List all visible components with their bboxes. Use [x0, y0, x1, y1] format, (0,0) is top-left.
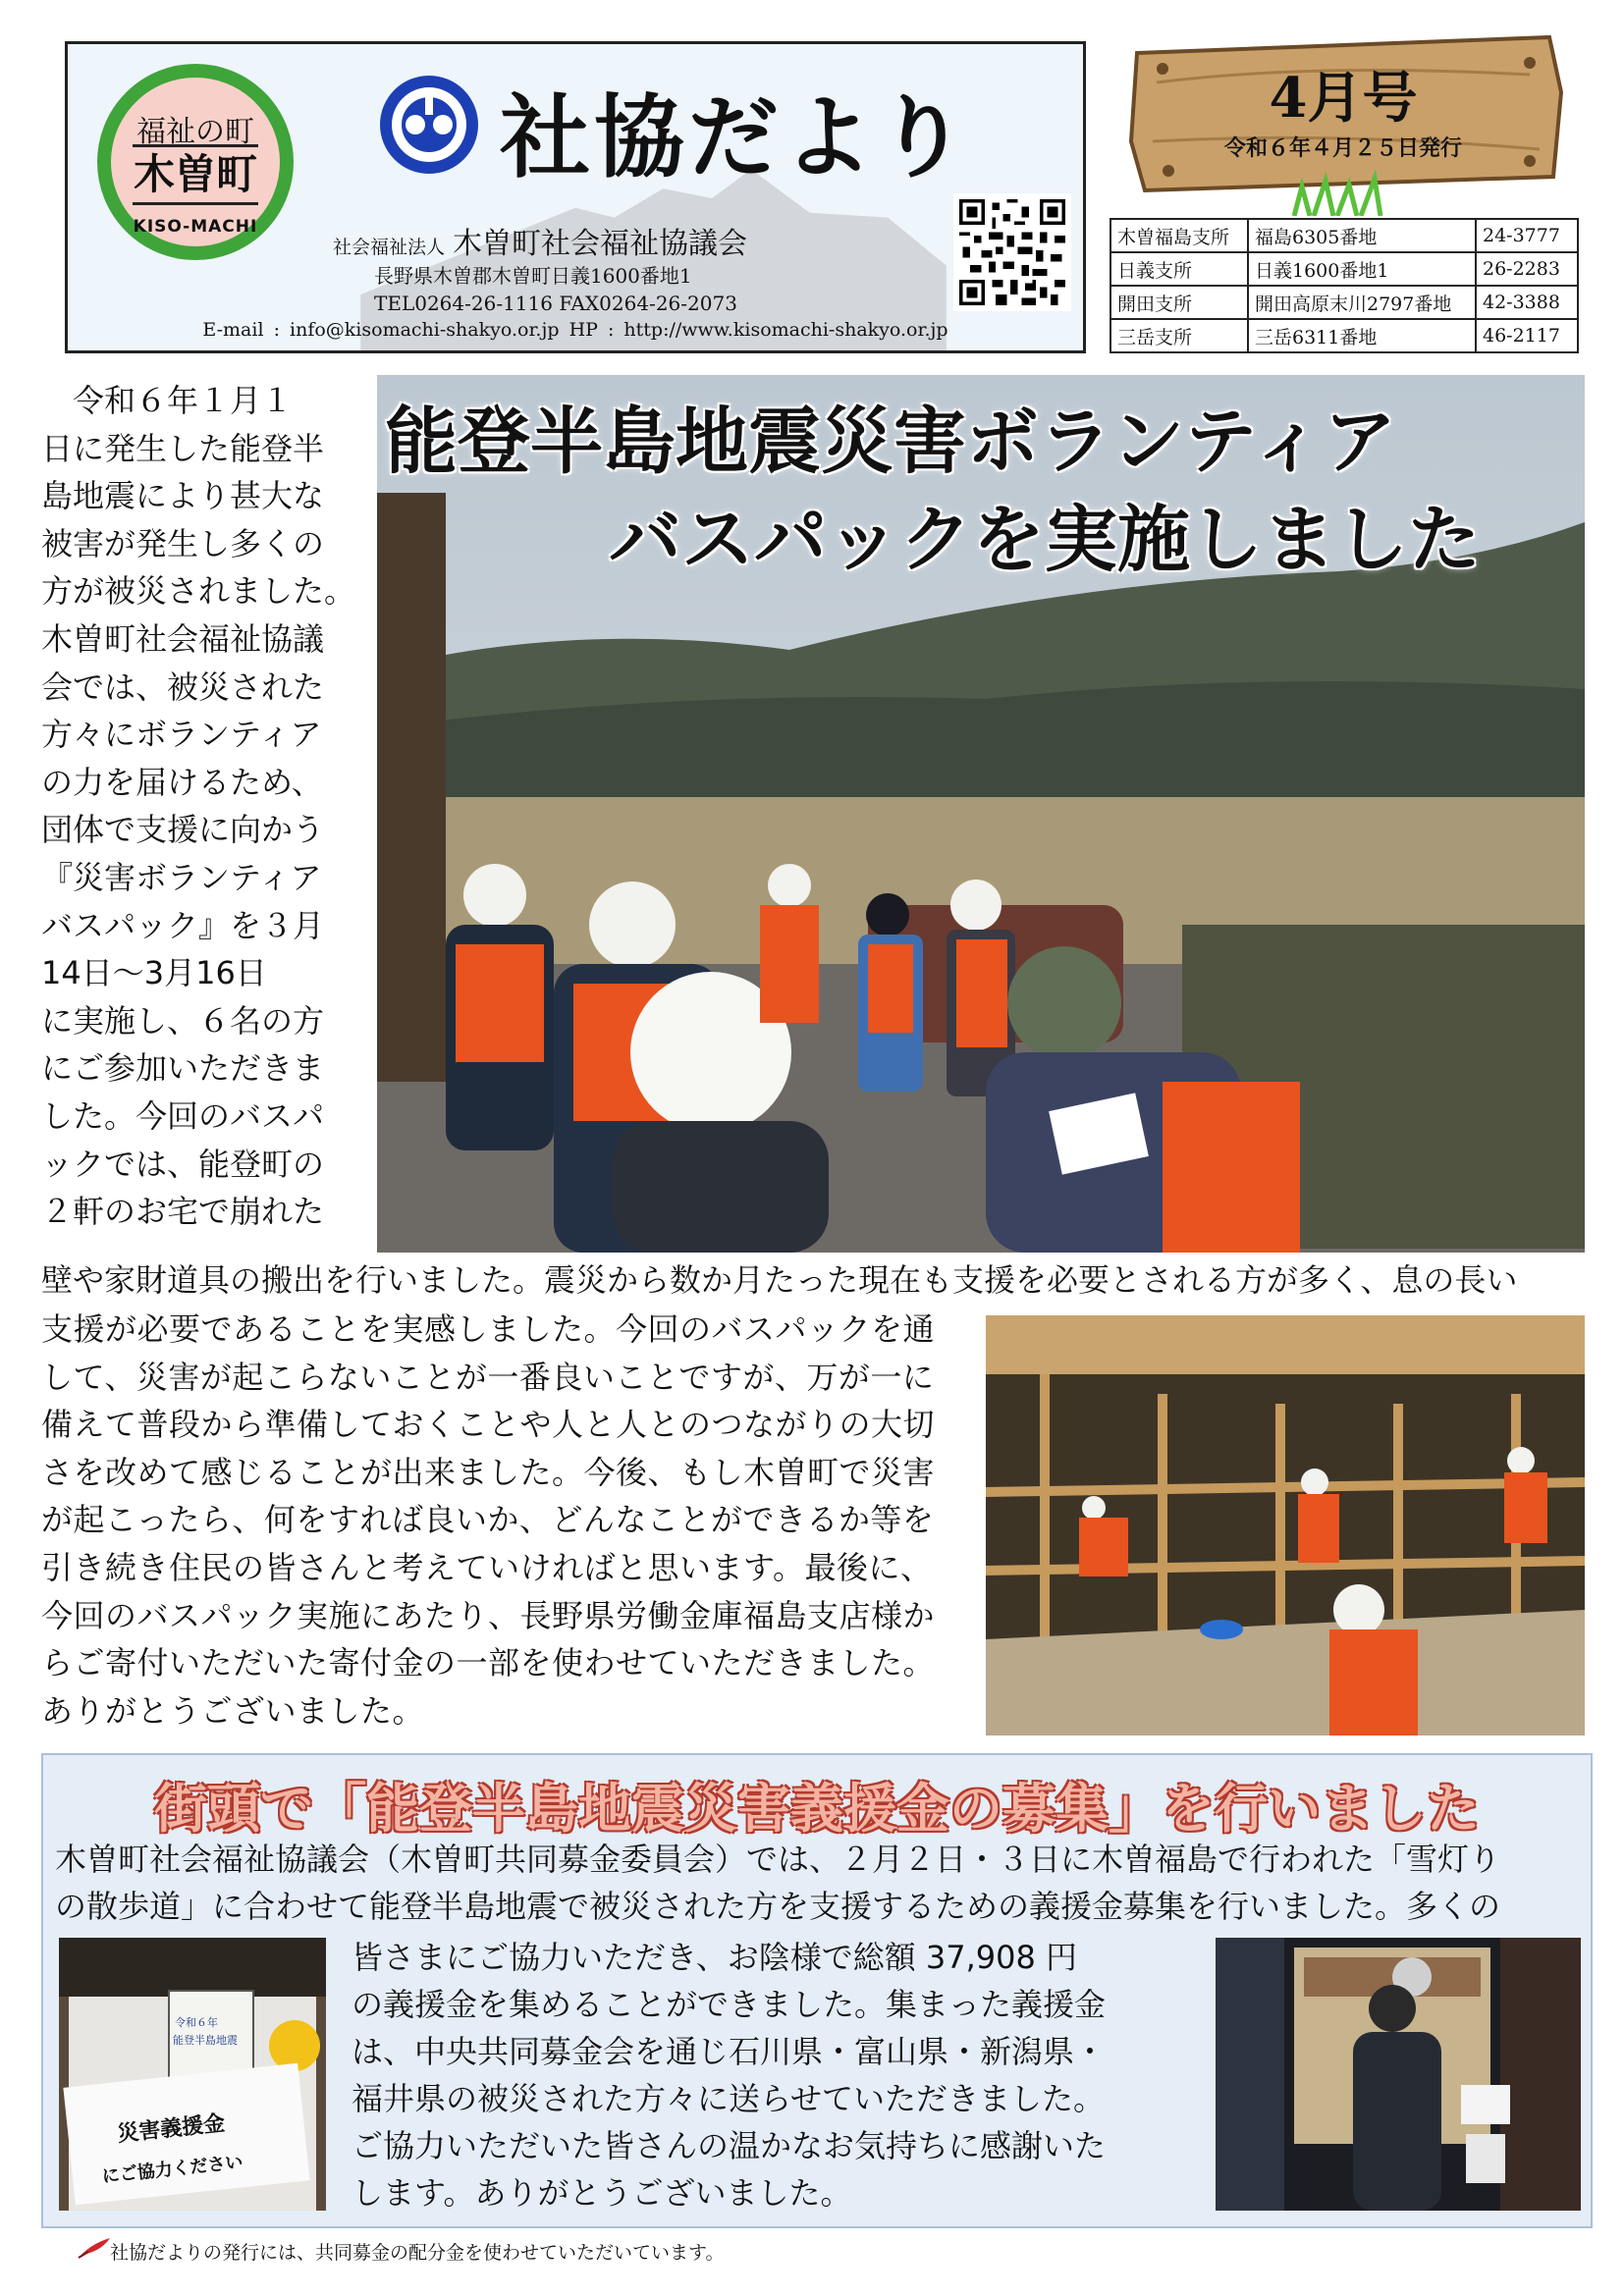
- branch-address: 開田高原末川2797番地: [1248, 286, 1476, 319]
- body-line: 引き続き住民の皆さんと考えていければと思います。最後に、: [41, 1548, 933, 1586]
- donation-sign-line-3: 災害義援金: [116, 2110, 227, 2148]
- fund-body-line: します。ありがとうございました。: [352, 2174, 852, 2212]
- branch-name: 開田支所: [1110, 286, 1248, 319]
- red-feather-icon: [77, 2234, 112, 2260]
- donation-sign-line-1: 令和６年: [175, 2016, 218, 2029]
- article-headline: [377, 393, 1585, 589]
- lead-line: ２軒のお宅で崩れた: [41, 1193, 325, 1231]
- fund-body-line: 皆さまにご協力いただき、お陰様で総額 37,908 円: [352, 1939, 1078, 1976]
- badge-slogan: 福祉の町: [136, 115, 254, 149]
- article-lead-column: [41, 377, 355, 1236]
- donation-box-photo: [59, 1938, 326, 2211]
- fundraising-section: [41, 1753, 1593, 2228]
- branch-tel: 46-2117: [1476, 319, 1578, 352]
- org-type: 社会福祉法人: [333, 237, 446, 258]
- branch-tel: 24-3777: [1476, 219, 1578, 252]
- issue-date: 令和６年４月２５日発行: [1223, 135, 1462, 161]
- org-phone: TEL0264-26-1116 FAX0264-26-2073: [374, 292, 737, 315]
- newsletter-title: 社協だより: [500, 84, 972, 190]
- article-wide-line: 壁や家財道具の搬出を行いました。震災から数か月たった現在も支援を必要とされる方が多く、息の長い: [41, 1261, 1518, 1299]
- branch-name: 三岳支所: [1110, 319, 1248, 352]
- lead-line: 方々にボランティア: [41, 716, 322, 754]
- body-line: らご寄付いただいた寄付金の一部を使わせていただきました。: [41, 1644, 936, 1682]
- lead-line: 被害が発生し多くの: [41, 524, 325, 562]
- fundraising-street-photo: [1216, 1938, 1581, 2211]
- branch-tel: 26-2283: [1476, 252, 1578, 286]
- fundraising-body: [352, 1934, 1206, 2216]
- body-line: が起こったら、何をすれば良いか、どんなことができるか等を: [41, 1501, 935, 1539]
- shakyo-logo-icon: [378, 74, 480, 176]
- badge-roman: KISO-MACHI: [133, 217, 258, 237]
- org-address: 長野県木曽郡木曽町日義1600番地1: [374, 264, 692, 288]
- fund-body-line: の義援金を集めることができました。集まった義援金: [352, 1986, 1107, 2023]
- lead-line: 令和６年１月１: [41, 382, 294, 419]
- lead-line: 『災害ボランティア: [41, 858, 322, 896]
- donation-sign-line-4: にご協力ください: [101, 2152, 244, 2188]
- branch-office-table: [1110, 218, 1579, 353]
- body-line: 備えて普段から準備しておくことや人と人とのつながりの大切: [41, 1406, 936, 1444]
- lead-line: 方が被災されました。: [41, 572, 356, 611]
- lead-line: 日に発生した能登半: [41, 429, 325, 467]
- footnote: 社協だよりの発行には、共同募金の配分金を使わせていただいています。: [110, 2242, 725, 2264]
- branch-name: 日義支所: [1110, 252, 1248, 286]
- fund-intro-line: 木曽町社会福祉協議会（木曽町共同募金委員会）では、２月２日・３日に木曽福島で行われた「雪灯り: [55, 1841, 1501, 1878]
- lead-line: バスパック』を３月: [41, 906, 325, 944]
- lead-line: 会では、被災された: [41, 667, 325, 706]
- lead-line: 14日～3月16日: [41, 954, 267, 992]
- article-body: [41, 1306, 984, 1735]
- fundraising-intro: [55, 1836, 1583, 1930]
- body-line: ありがとうございました。: [41, 1691, 425, 1730]
- branch-row: [1110, 319, 1578, 352]
- branch-row: [1110, 286, 1578, 319]
- town-badge: [97, 64, 294, 260]
- lead-line: 島地震により甚大な: [41, 477, 325, 515]
- donation-sign-line-2: 能登半島地震: [173, 2034, 238, 2047]
- lead-line: 団体で支援に向かう: [41, 811, 325, 849]
- lead-line: の力を届けるため、: [41, 763, 323, 801]
- branch-row: [1110, 219, 1578, 252]
- qr-code[interactable]: [953, 193, 1071, 311]
- body-line: して、災害が起こらないことが一番良いことですが、万が一に: [41, 1358, 935, 1396]
- fundraising-title: 街頭で「能登半島地震災害義援金の募集」を行いました: [154, 1777, 1480, 1840]
- branch-address: 三岳6311番地: [1248, 319, 1476, 352]
- issue-label: 4月号: [1269, 66, 1418, 131]
- lead-line: に実施し、６名の方: [41, 1001, 325, 1040]
- contact-line: E-mail : info@kisomachi-shakyo.or.jp HP : http://www.kisomachi-shakyo.or.jp: [202, 319, 948, 341]
- body-line: 今回のバスパック実施にあたり、長野県労働金庫福島支店様か: [41, 1596, 936, 1634]
- lead-line: 木曽町社会福祉協議: [41, 619, 325, 658]
- lead-line: した。今回のバスパ: [41, 1096, 325, 1135]
- lead-line: ックでは、能登町の: [41, 1145, 325, 1183]
- fund-intro-line: の散歩道」に合わせて能登半島地震で被災された方を支援するための義援金募集を行いました。多くの: [55, 1888, 1501, 1925]
- headline-line-2: バスパックを実施しました: [609, 498, 1481, 582]
- fund-body-line: は、中央共同募金会を通じ石川県・富山県・新潟県・: [352, 2033, 1107, 2070]
- fund-body-line: ご協力いただいた皆さんの温かなお気持ちに感謝いた: [352, 2127, 1107, 2164]
- branch-address: 福島6305番地: [1248, 219, 1476, 252]
- headline-line-1: 能登半島地震災害ボランティア: [385, 400, 1397, 484]
- fund-body-line: 福井県の被災された方々に送らせていただきました。: [352, 2080, 1106, 2117]
- masthead: [65, 41, 1086, 353]
- organization-info: [333, 219, 747, 317]
- body-line: 支援が必要であることを実感しました。今回のバスパックを通: [41, 1310, 936, 1348]
- org-name: 木曽町社会福祉協議会: [453, 227, 748, 261]
- branch-tel: 42-3388: [1476, 286, 1578, 319]
- branch-address: 日義1600番地1: [1248, 252, 1476, 286]
- body-line: さを改めて感じることが出来ました。今後、もし木曽町で災害: [41, 1453, 936, 1491]
- badge-town-name: 木曽町: [133, 144, 258, 205]
- branch-row: [1110, 252, 1578, 286]
- branch-name: 木曽福島支所: [1110, 219, 1248, 252]
- house-cleanup-photo: [986, 1315, 1585, 1735]
- lead-line: にご参加いただきま: [41, 1049, 325, 1088]
